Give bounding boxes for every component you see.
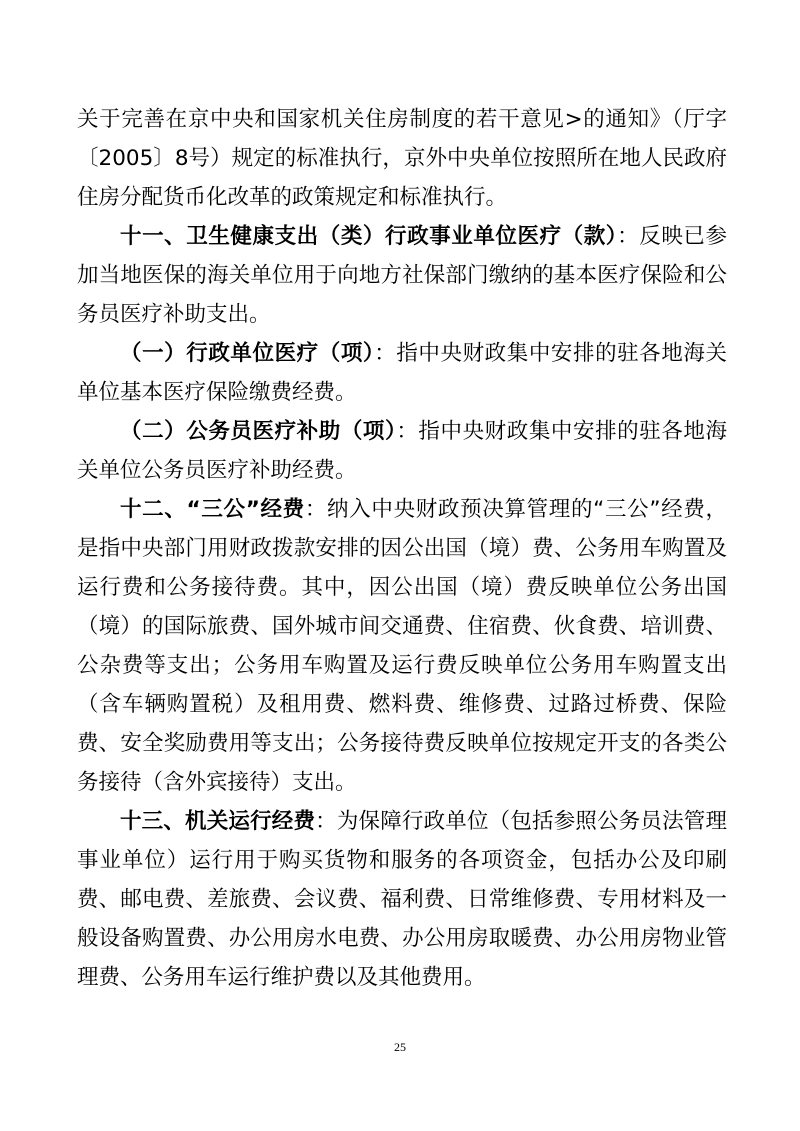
subsection-heading-1: （一）行政单位医疗（项） [120, 341, 375, 366]
paragraph-health-expenditure [77, 217, 727, 334]
paragraph-housing-continuation [77, 100, 727, 217]
paragraph-text: ：反映已参加当地医保的海关单位用于向地方社保部门缴纳的基本医疗保险和公务员医疗补助支出。 [77, 224, 727, 327]
paragraph-admin-medical [77, 334, 727, 412]
paragraph-civil-servant-medical [77, 412, 727, 490]
paragraph-text: ：纳入中央财政预决算管理的“三公”经费，是指中央部门用财政拨款安排的因公出国（境）费、公务用车购置及运行费和公务接待费。其中，因公出国（境）费反映单位公务出国（境）的国际旅费、国外城市间交通费、住宿费、伙食费、培训费、公杂费等支出；公务用车购置及运行费反映单位公务用车购置支出（含车辆购置税）及租用费、燃料费、维修费、过路过桥费、保险费、安全奖励费用等支出；公务接待费反映单位按规定开支的各类公务接待（含外宾接待）支出。 [77, 497, 727, 795]
section-heading-11: 十一、卫生健康支出（类）行政事业单位医疗（款） [120, 224, 618, 249]
paragraph-text: ：指中央财政集中安排的驻各地海关单位基本医疗保险缴费经费。 [77, 341, 727, 405]
document-body [77, 100, 727, 997]
paragraph-text: ：指中央财政集中安排的驻各地海关单位公务员医疗补助经费。 [77, 419, 727, 483]
paragraph-operating-expenses [77, 802, 727, 997]
paragraph-text: ：为保障行政单位（包括参照公务员法管理事业单位）运行用于购买货物和服务的各项资金，包括办公及印刷费、邮电费、差旅费、会议费、福利费、日常维修费、专用材料及一般设备购置费、办公用房水电费、办公用房取暖费、办公用房物业管理费、公务用车运行维护费以及其他费用。 [77, 809, 727, 990]
section-heading-13: 十三、机关运行经费 [120, 809, 316, 834]
page-number: 25 [394, 1040, 406, 1054]
paragraph-three-public-expenses [77, 490, 727, 802]
subsection-heading-2: （二）公务员医疗补助（项） [120, 419, 397, 444]
paragraph-text: 关于完善在京中央和国家机关住房制度的若干意见>的通知》（厅字〔2005〕8号）规定的标准执行，京外中央单位按照所在地人民政府住房分配货币化改革的政策规定和标准执行。 [77, 107, 727, 210]
section-heading-12: 十二、“三公”经费 [120, 497, 305, 522]
